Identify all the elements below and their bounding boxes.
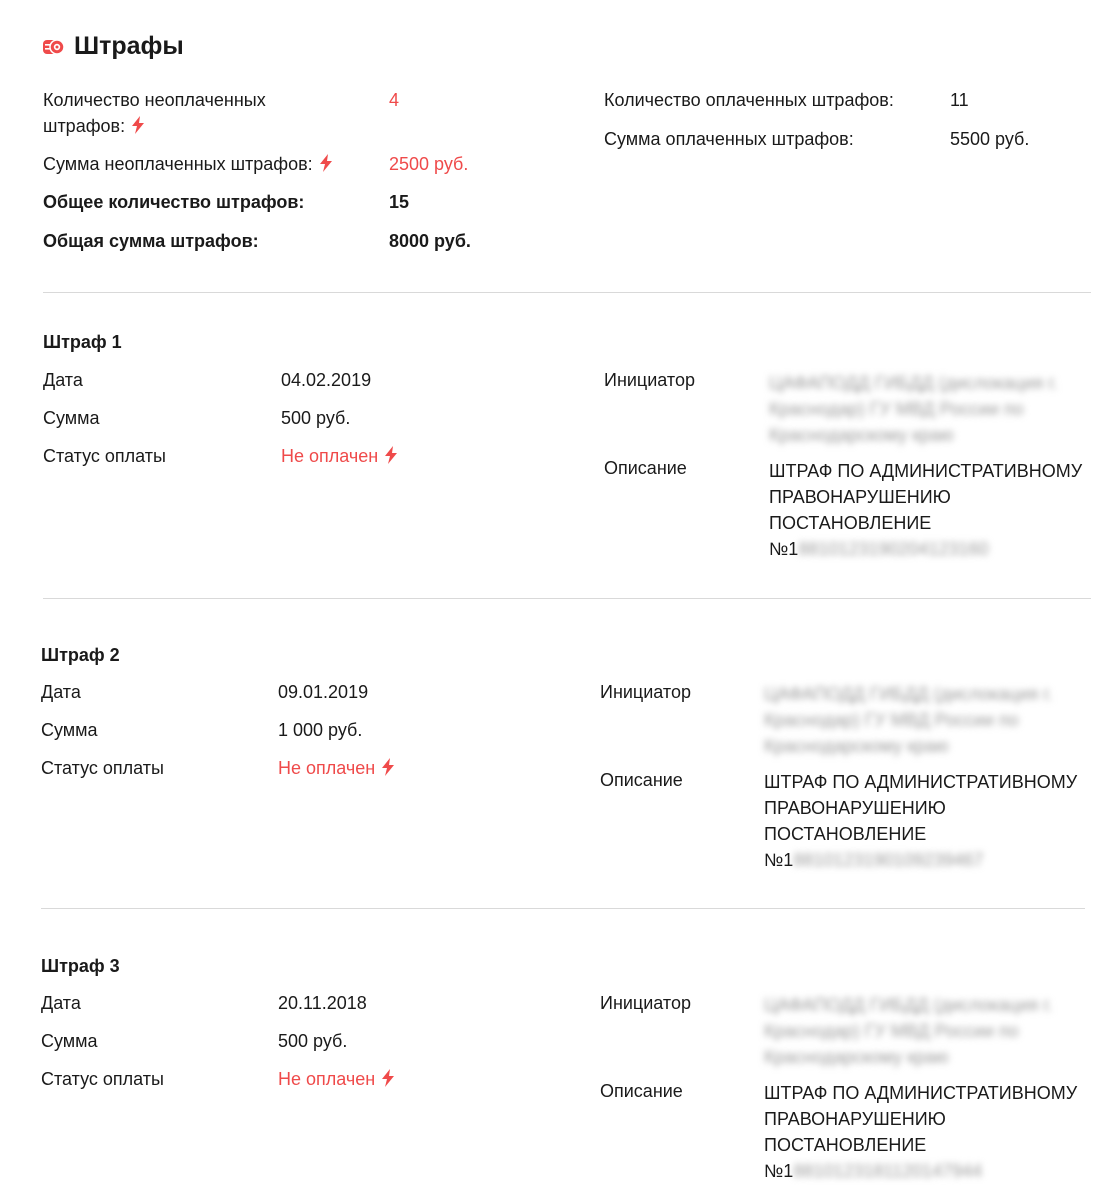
initiator-label: Инициатор [604,370,695,390]
date-value: 20.11.2018 [278,993,367,1013]
date-label: Дата [43,370,83,390]
status-label: Статус оплаты [41,758,164,778]
lightning-bolt-icon [319,154,333,172]
lightning-bolt-icon [384,446,398,464]
lightning-bolt-icon [381,1069,395,1087]
sum-label: Сумма [41,720,98,740]
paid-count-value: 11 [950,90,969,110]
resolution-number-hidden: 8810123190204123160 [798,539,989,559]
fine-title: Штраф 2 [41,645,120,665]
date-label: Дата [41,682,81,702]
unpaid-sum-label: Сумма неоплаченных штрафов: [43,154,333,175]
sum-label: Сумма [41,1031,98,1051]
status-label: Статус оплаты [41,1069,164,1089]
section-divider [41,908,1085,909]
resolution-number-hidden: 8810123190109239467 [793,850,984,870]
initiator-label: Инициатор [600,993,691,1013]
sum-value: 1 000 руб. [278,720,363,740]
description-value: ШТРАФ ПО АДМИНИСТРАТИВНОМУ ПРАВОНАРУШЕНИЮ ПОСТАНОВЛЕНИЕ №18810123190204123160 [769,461,1083,559]
paid-sum-label: Сумма оплаченных штрафов: [604,129,854,149]
description-value: ШТРАФ ПО АДМИНИСТРАТИВНОМУ ПРАВОНАРУШЕНИЮ ПОСТАНОВЛЕНИЕ №18810123190109239467 [764,772,1078,870]
page-title: Штрафы [74,32,184,60]
description-label: Описание [604,458,687,478]
sum-value: 500 руб. [281,408,351,428]
fine-title: Штраф 1 [43,332,122,352]
total-count-value: 15 [389,192,410,212]
initiator-label: Инициатор [600,682,691,702]
initiator-value: ЦАФАПОДД ГИБДД (дислокация г. Краснодар) ГУ МВД России по Краснодарскому краю [764,995,1053,1067]
status-value: Не оплачен [278,1069,395,1090]
description-value: ШТРАФ ПО АДМИНИСТРАТИВНОМУ ПРАВОНАРУШЕНИЮ ПОСТАНОВЛЕНИЕ №18810123181120147944 [764,1083,1078,1181]
description-label: Описание [600,770,683,790]
initiator-value: ЦАФАПОДД ГИБДД (дислокация г. Краснодар) ГУ МВД России по Краснодарскому краю [769,373,1058,445]
total-count-label: Общее количество штрафов: [43,192,305,212]
paid-count-label: Количество оплаченных штрафов: [604,90,894,110]
unpaid-count-label-line1: Количество неоплаченных [43,90,266,110]
sum-value: 500 руб. [278,1031,348,1051]
fines-badge-icon [42,37,66,57]
lightning-bolt-icon [131,116,145,134]
total-sum-label: Общая сумма штрафов: [43,231,259,251]
status-label: Статус оплаты [43,446,166,466]
initiator-value: ЦАФАПОДД ГИБДД (дислокация г. Краснодар) ГУ МВД России по Краснодарскому краю [764,684,1053,756]
section-divider [43,598,1091,599]
resolution-number-hidden: 8810123181120147944 [793,1161,983,1181]
unpaid-count-value: 4 [389,90,400,110]
unpaid-sum-value: 2500 руб. [389,154,469,174]
status-value: Не оплачен [278,758,395,779]
total-sum-value: 8000 руб. [389,231,471,251]
unpaid-count-label-line2: штрафов: [43,116,145,137]
status-value: Не оплачен [281,446,398,467]
fine-title: Штраф 3 [41,956,120,976]
paid-sum-value: 5500 руб. [950,129,1030,149]
description-label: Описание [600,1081,683,1101]
sum-label: Сумма [43,408,100,428]
lightning-bolt-icon [381,758,395,776]
date-label: Дата [41,993,81,1013]
date-value: 09.01.2019 [278,682,369,702]
section-divider [43,292,1091,293]
date-value: 04.02.2019 [281,370,372,390]
